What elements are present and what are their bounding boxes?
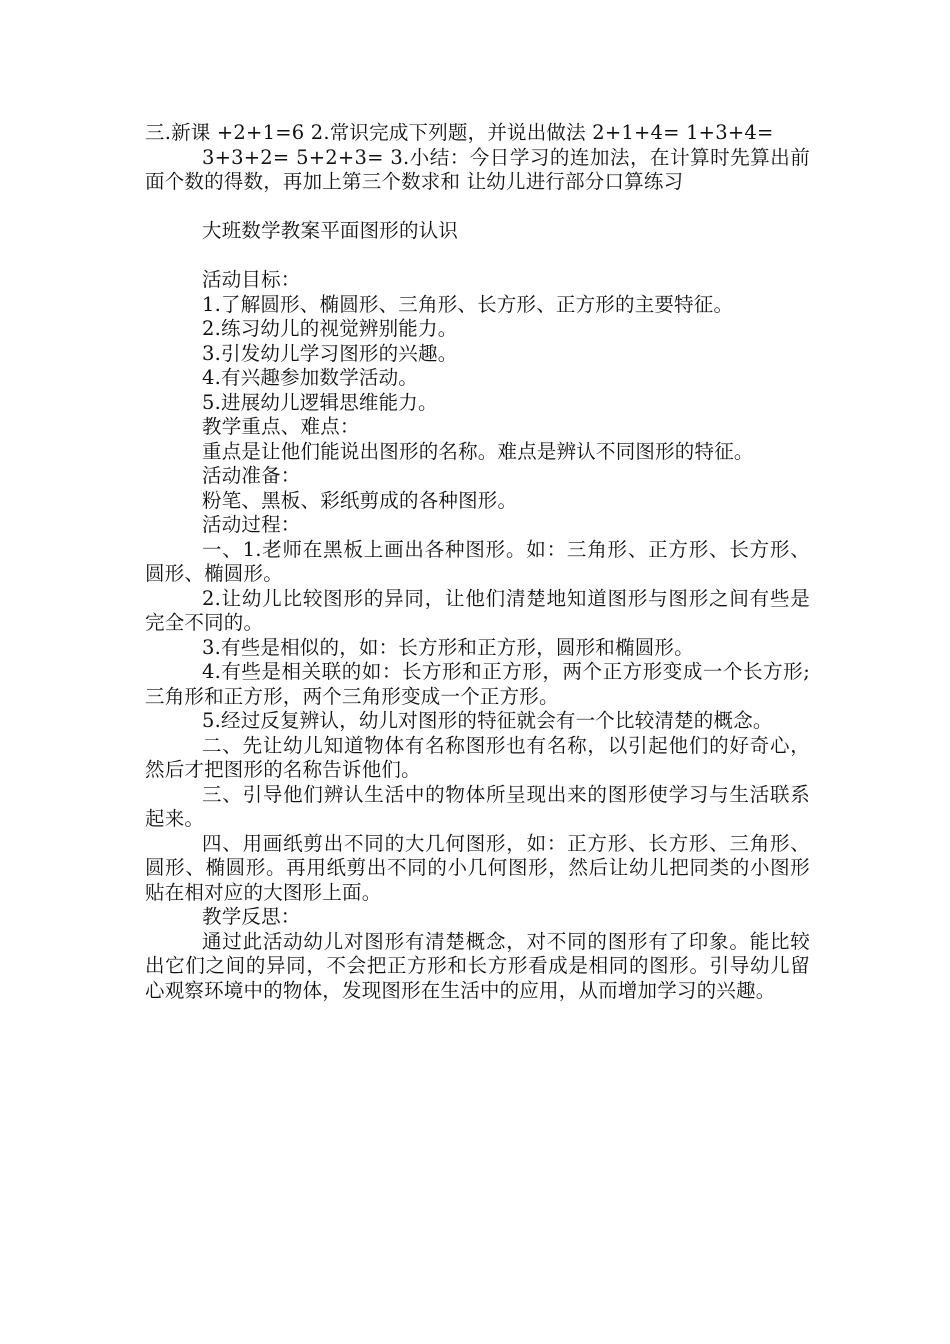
intro-line-1: 三.新课 +2+1=6 2.常识完成下列题，并说出做法 2+1+4= 1+3+4= — [145, 121, 774, 144]
keypoints-heading: 教学重点、难点： — [202, 415, 360, 438]
prep-heading: 活动准备： — [202, 464, 301, 487]
prep-text: 粉笔、黑板、彩纸剪成的各种图形。 — [202, 488, 518, 512]
intro-line-2: 3+3+2= 5+2+3= 3.小结：今日学习的连加法，在计算时先算出前面个数的得数，再加上第三个数求和 让幼儿进行部分口算练习 — [145, 145, 810, 193]
process-paragraph: 5.经过反复辨认，幼儿对图形的特征就会有一个比较清楚的概念。 — [202, 709, 773, 732]
goal-item: 1.了解圆形、椭圆形、三角形、长方形、正方形的主要特征。 — [202, 292, 734, 316]
keypoints-text: 重点是让他们能说出图形的名称。难点是辨认不同图形的特征。 — [202, 439, 754, 463]
goal-item: 3.引发幼儿学习图形的兴趣。 — [202, 341, 458, 365]
goal-item: 4.有兴趣参加数学活动。 — [202, 366, 419, 389]
process-heading: 活动过程： — [202, 513, 301, 536]
process-paragraph: 一、1.老师在黑板上画出各种图形。如：三角形、正方形、长方形、圆形、椭圆形。 — [145, 537, 810, 585]
document-body — [145, 121, 810, 1003]
document-title: 大班数学教案平面图形的认识 — [202, 219, 459, 242]
process-paragraph: 3.有些是相似的，如：长方形和正方形，圆形和椭圆形。 — [202, 635, 694, 659]
goal-item: 2.练习幼儿的视觉辨别能力。 — [202, 317, 458, 340]
goal-item: 5.进展幼儿逻辑思维能力。 — [202, 390, 438, 414]
process-paragraph: 三、引导他们辨认生活中的物体所呈现出来的图形使学习与生活联系起来。 — [145, 782, 810, 830]
reflection-text: 通过此活动幼儿对图形有清楚概念，对不同的图形有了印象。能比较出它们之间的异同，不会把正方形和长方形看成是相同的图形。引导幼儿留心观察环境中的物体，发现图形在生活中的应用，从而增加学习的兴趣。 — [145, 929, 810, 1002]
process-paragraph: 4.有些是相关联的如：长方形和正方形，两个正方形变成一个长方形;三角形和正方形，两个三角形变成一个正方形。 — [145, 660, 810, 708]
process-paragraph: 四、用画纸剪出不同的大几何图形，如：正方形、长方形、三角形、圆形、椭圆形。再用纸剪出不同的小几何图形，然后让幼儿把同类的小图形贴在相对应的大图形上面。 — [145, 831, 810, 904]
reflection-heading: 教学反思： — [202, 905, 301, 928]
process-paragraph: 2.让幼儿比较图形的异同，让他们清楚地知道图形与图形之间有些是完全不同的。 — [145, 586, 810, 634]
process-paragraph: 二、先让幼儿知道物体有名称图形也有名称，以引起他们的好奇心，然后才把图形的名称告诉他们。 — [145, 733, 810, 781]
goals-heading: 活动目标： — [202, 268, 301, 291]
